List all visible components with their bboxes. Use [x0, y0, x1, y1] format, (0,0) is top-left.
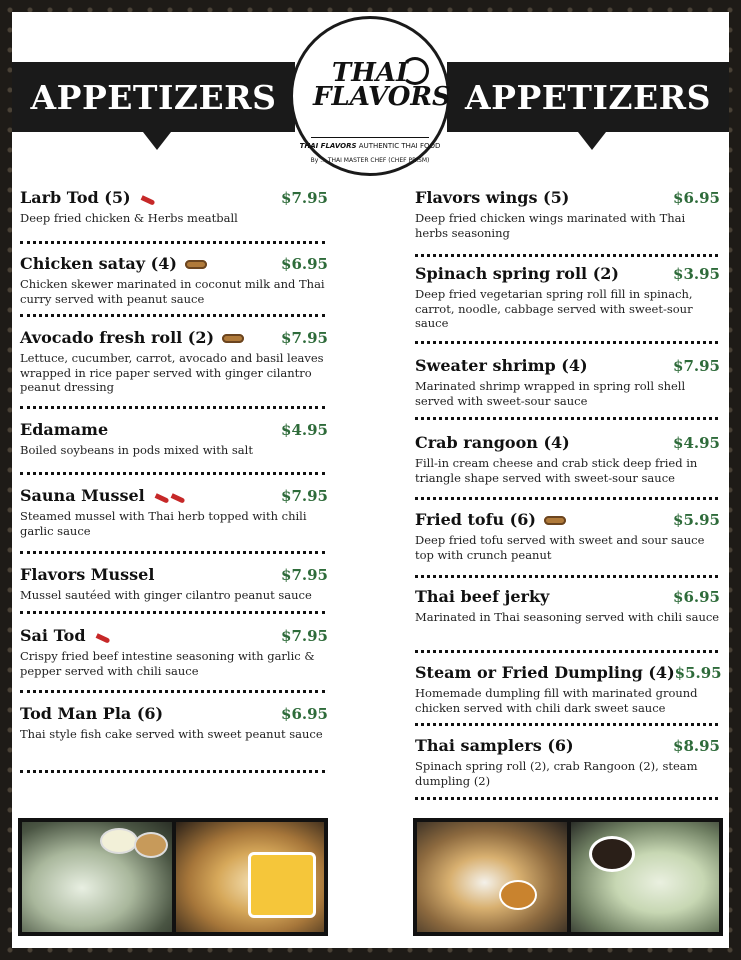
menu-item-description: Chicken skewer marinated in coconut milk and Thai curry served with peanut sauce [20, 277, 325, 306]
menu-item-header [20, 420, 328, 439]
menu-item-description: Deep fried chicken wings marinated with Thai herbs seasoning [415, 211, 686, 240]
menu-item-description: Lettuce, cucumber, carrot, avocado and basil leaves wrapped in rice paper served with ginger cilantro peanut dressing [20, 351, 324, 394]
menu-item-name [20, 254, 207, 273]
dotted-separator [415, 575, 718, 578]
menu-item-price: $7.95 [281, 565, 328, 584]
menu-item-name-text: Thai samplers (6) [415, 736, 574, 755]
menu-item-header [415, 510, 720, 529]
menu-item-header [415, 663, 720, 682]
menu-item-price: $4.95 [673, 433, 720, 452]
menu-item-name-text: Sai Tod [20, 626, 86, 645]
menu-item-header [415, 188, 720, 207]
dotted-separator [415, 650, 718, 653]
menu-item-header [20, 328, 328, 347]
menu-item [20, 486, 328, 538]
menu-item [20, 704, 328, 742]
menu-item-price: $6.95 [281, 254, 328, 273]
menu-item-header [20, 188, 328, 207]
menu-item-name [20, 704, 163, 723]
menu-item-description: Steamed mussel with Thai herb topped with chili garlic sauce [20, 509, 307, 538]
menu-item-price: $6.95 [281, 704, 328, 723]
chili-icon [170, 493, 185, 503]
menu-item-price: $3.95 [673, 264, 720, 283]
menu-item [415, 663, 720, 715]
chicken-satay-photo [417, 822, 567, 932]
menu-item-price: $7.95 [281, 626, 328, 645]
menu-item-price: $5.95 [674, 663, 722, 682]
logo-line1: THAI [331, 58, 409, 88]
menu-item-price: $8.95 [673, 736, 720, 755]
dotted-separator [20, 406, 325, 409]
menu-item-name-text: Tod Man Pla (6) [20, 704, 164, 723]
menu-item-name [415, 188, 569, 207]
dotted-separator [20, 611, 325, 614]
menu-item-name [20, 486, 185, 505]
appetizers-banner-right: APPETIZERS [447, 62, 729, 132]
menu-item-header [20, 565, 328, 584]
menu-item [415, 356, 720, 408]
menu-item [415, 736, 720, 788]
banner-right-tail [578, 132, 606, 150]
menu-item-name [415, 356, 588, 375]
menu-item-header [415, 356, 720, 375]
menu-item [20, 188, 328, 226]
menu-item-name-text: Sweater shrimp (4) [415, 356, 588, 375]
logo-by-line: By ... THAI MASTER CHEF (CHEF PRISM) [310, 157, 430, 164]
menu-item-price: $7.95 [281, 188, 328, 207]
menu-item-description: Deep fried chicken & Herbs meatball [20, 211, 238, 225]
menu-item-description: Crispy fried beef intestine seasoning with garlic & pepper served with chili sauce [20, 649, 315, 678]
menu-item-name-text: Crab rangoon (4) [415, 433, 570, 452]
menu-item-name [415, 587, 549, 606]
logo-rule [311, 137, 429, 138]
menu-item [20, 565, 328, 603]
menu-item [20, 254, 328, 306]
menu-item-name [415, 433, 570, 452]
chili-icons [153, 486, 185, 505]
dotted-separator [20, 770, 325, 773]
menu-item-name [20, 565, 154, 584]
menu-item-description: Mussel sautéed with ginger cilantro peanut sauce [20, 588, 312, 602]
dotted-separator [415, 417, 718, 420]
chili-icon [154, 493, 169, 503]
menu-item-description: Marinated shrimp wrapped in spring roll shell served with sweet-sour sauce [415, 379, 686, 408]
menu-item-price: $6.95 [673, 587, 720, 606]
dotted-separator [20, 241, 325, 244]
menu-item-name-text: Edamame [20, 420, 109, 439]
menu-item-price: $6.95 [673, 188, 720, 207]
dotted-separator [20, 690, 325, 693]
menu-item-header [415, 587, 720, 606]
dotted-separator [20, 314, 325, 317]
peanut-icon [544, 516, 566, 525]
dotted-separator [20, 472, 325, 475]
dotted-separator [415, 797, 718, 800]
menu-item-name-text: Larb Tod (5) [20, 188, 131, 207]
menu-item-description: Thai style fish cake served with sweet peanut sauce [20, 727, 323, 741]
menu-item-name-text: Steam or Fried Dumpling (4) [415, 663, 675, 682]
menu-item-name-text: Thai beef jerky [415, 587, 550, 606]
menu-item [415, 188, 720, 240]
menu-item-name [415, 736, 574, 755]
menu-item-name-text: Chicken satay (4) [20, 254, 177, 273]
menu-item-header [415, 736, 720, 755]
logo-wordmark [293, 58, 451, 112]
peanut-icon [185, 260, 207, 269]
menu-item [20, 626, 328, 678]
peanut-icons [544, 510, 566, 529]
menu-item-header [20, 626, 328, 645]
menu-item-description: Marinated in Thai seasoning served with chili sauce [415, 610, 720, 624]
menu-item-name [20, 328, 244, 347]
chili-icon [140, 195, 155, 205]
menu-item-name [415, 663, 675, 682]
dotted-separator [20, 551, 325, 554]
menu-item-header [20, 254, 328, 273]
left-photo-strip [18, 818, 328, 936]
menu-item-name [20, 626, 110, 645]
menu-item-name-text: Spinach spring roll (2) [415, 264, 619, 283]
menu-item-header [415, 264, 720, 283]
menu-item-description: Fill-in cream cheese and crab stick deep fried in triangle shape served with sweet-sour sauce [415, 456, 698, 485]
dotted-separator [415, 497, 718, 500]
menu-item-name-text: Flavors Mussel [20, 565, 155, 584]
menu-item [20, 420, 328, 458]
dotted-separator [415, 254, 718, 257]
menu-item-name [20, 420, 108, 439]
chili-icons [94, 626, 110, 645]
menu-item-description: Homemade dumpling fill with marinated ground chicken served with chili dark sweet sauce [415, 686, 698, 715]
menu-item [415, 433, 720, 485]
menu-item-header [20, 704, 328, 723]
menu-item-price: $7.95 [673, 356, 720, 375]
appetizers-banner-left: APPETIZERS [12, 62, 295, 132]
logo-line2: FLAVORS [313, 82, 451, 112]
menu-item-header [20, 486, 328, 505]
menu-item-description: Spinach spring roll (2), crab Rangoon (2), steam dumpling (2) [415, 759, 698, 788]
menu-item-description: Deep fried vegetarian spring roll fill in spinach, carrot, noodle, cabbage served with sweet-sour sauce [415, 287, 693, 330]
logo-tag-rest: AUTHENTIC THAI FOOD [356, 142, 441, 150]
banner-left-tail [143, 132, 171, 150]
menu-item-price: $7.95 [281, 328, 328, 347]
logo-tagline [293, 142, 447, 150]
menu-item [415, 264, 720, 331]
menu-item-name [20, 188, 155, 207]
chili-icon [95, 633, 110, 643]
menu-item-description: Boiled soybeans in pods mixed with salt [20, 443, 253, 457]
menu-item-name-text: Sauna Mussel [20, 486, 145, 505]
menu-item-description: Deep fried tofu served with sweet and sour sauce top with crunch peanut [415, 533, 705, 562]
dumpling-photo [571, 822, 719, 932]
menu-item-name-text: Flavors wings (5) [415, 188, 570, 207]
menu-item-price: $4.95 [281, 420, 328, 439]
menu-item-name [415, 510, 566, 529]
menu-item-name-text: Avocado fresh roll (2) [20, 328, 215, 347]
logo-tag-bold: THAI FLAVORS [299, 142, 357, 150]
menu-item-price: $5.95 [673, 510, 720, 529]
menu-item-name [415, 264, 619, 283]
peanut-icons [185, 254, 207, 273]
chili-icons [139, 188, 155, 207]
menu-item-header [415, 433, 720, 452]
peanut-icon [222, 334, 244, 343]
menu-item-price: $7.95 [281, 486, 328, 505]
peanut-icons [222, 328, 244, 347]
dotted-separator [415, 341, 718, 344]
avocado-roll-photo [22, 822, 172, 932]
thai-flavors-logo [290, 16, 450, 176]
menu-item [415, 510, 720, 562]
right-photo-strip [413, 818, 723, 936]
menu-item [20, 328, 328, 395]
menu-item [415, 587, 720, 625]
dotted-separator [415, 723, 718, 726]
menu-item-name-text: Fried tofu (6) [415, 510, 536, 529]
spring-roll-photo [176, 822, 324, 932]
